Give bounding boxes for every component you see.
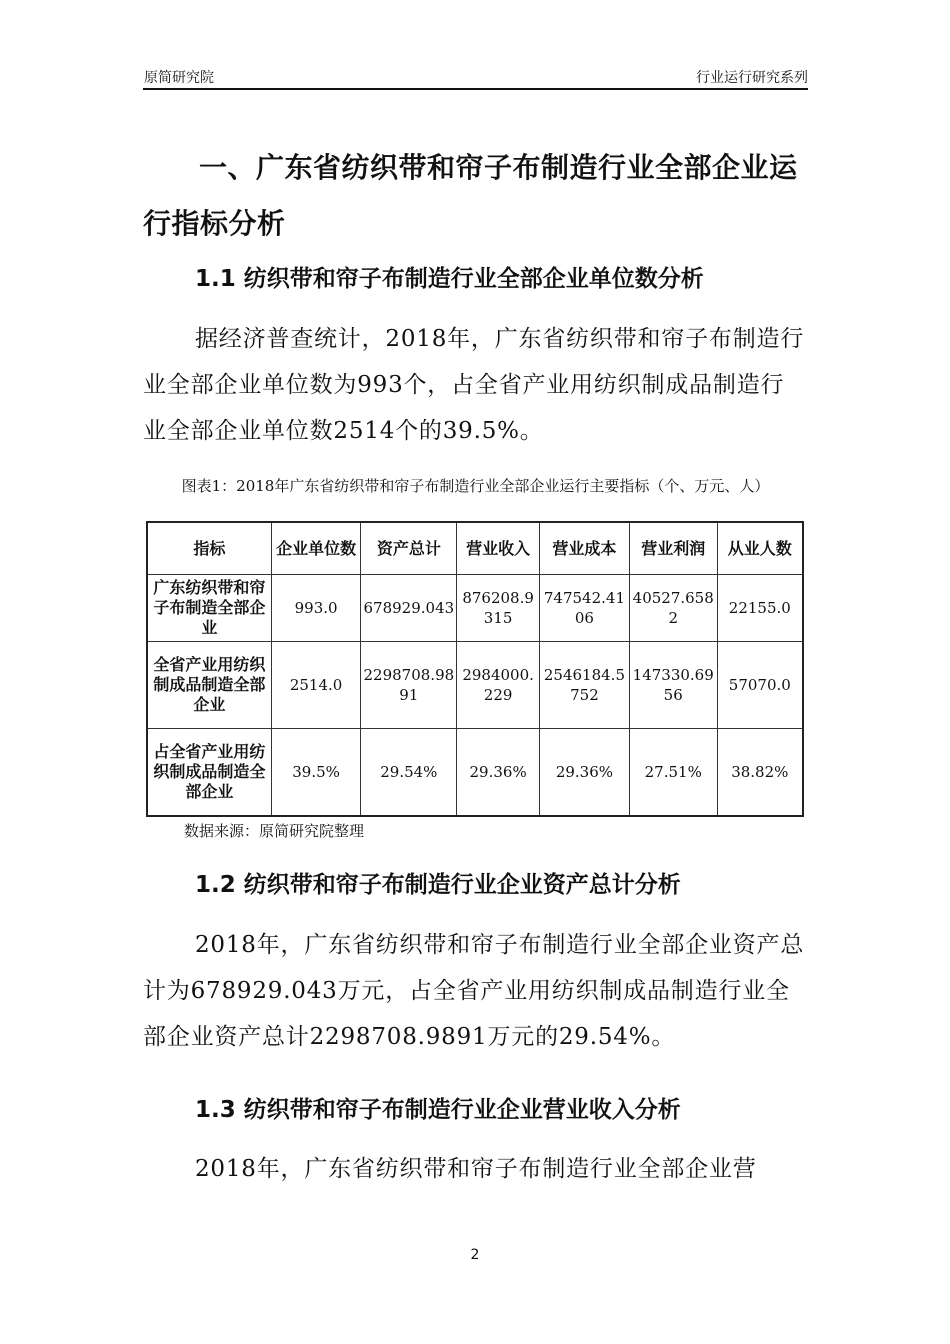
cell: 2298708.9891 [361, 642, 457, 729]
cell: 29.36% [540, 729, 630, 816]
table-header-row [147, 522, 803, 575]
cell: 876208.9315 [457, 575, 540, 642]
cell: 678929.043 [361, 575, 457, 642]
cell: 57070.0 [717, 642, 803, 729]
col-header-employees: 从业人数 [717, 522, 803, 575]
col-header-revenue: 营业收入 [457, 522, 540, 575]
table-source-note: 数据来源：原简研究院整理 [184, 822, 365, 840]
indicators-table [146, 521, 804, 817]
page-number: 2 [470, 1247, 480, 1263]
cell: 2546184.5752 [540, 642, 630, 729]
header-series-name: 行业运行研究系列 [696, 70, 808, 86]
col-header-total-assets: 资产总计 [361, 522, 457, 575]
cell: 993.0 [271, 575, 361, 642]
row-label: 全省产业用纺织制成品制造全部企业 [147, 642, 271, 729]
cell: 29.36% [457, 729, 540, 816]
cell: 29.54% [361, 729, 457, 816]
section-paragraph-1-2: 2018年，广东省纺织带和帘子布制造行业全部企业资产总计为678929.043万元，占全省产业用纺织制成品制造行业全部企业资产总计2298708.9891万元的29.54%。 [143, 932, 805, 1050]
section-paragraph-1-1: 据经济普查统计，2018年，广东省纺织带和帘子布制造行业全部企业单位数为993个，占全省产业用纺织制成品制造行业全部企业单位数2514个的39.5%。 [143, 326, 805, 444]
cell: 2984000.229 [457, 642, 540, 729]
col-header-cost: 营业成本 [540, 522, 630, 575]
table-caption: 图表1：2018年广东省纺织带和帘子布制造行业全部企业运行主要指标（个、万元、人） [181, 477, 770, 495]
section-heading-1-1: 1.1 纺织带和帘子布制造行业全部企业单位数分析 [195, 266, 704, 292]
header-divider [143, 88, 808, 90]
table-row [147, 642, 803, 729]
header-org-name: 原简研究院 [144, 70, 214, 86]
cell: 147330.6956 [629, 642, 717, 729]
section-paragraph-1-3: 2018年，广东省纺织带和帘子布制造行业全部企业营 [195, 1156, 757, 1182]
row-label: 占全省产业用纺织制成品制造全部企业 [147, 729, 271, 816]
cell: 27.51% [629, 729, 717, 816]
table-row [147, 729, 803, 816]
cell: 39.5% [271, 729, 361, 816]
section-heading-1-3: 1.3 纺织带和帘子布制造行业企业营业收入分析 [195, 1097, 681, 1123]
cell: 22155.0 [717, 575, 803, 642]
cell: 2514.0 [271, 642, 361, 729]
section-heading-1-2: 1.2 纺织带和帘子布制造行业企业资产总计分析 [195, 872, 681, 898]
cell: 40527.6582 [629, 575, 717, 642]
row-label: 广东纺织带和帘子布制造全部企业 [147, 575, 271, 642]
cell: 38.82% [717, 729, 803, 816]
col-header-unit-count: 企业单位数 [271, 522, 361, 575]
table-row [147, 575, 803, 642]
col-header-profit: 营业利润 [629, 522, 717, 575]
col-header-indicator: 指标 [147, 522, 271, 575]
chapter-heading: 一、广东省纺织带和帘子布制造行业全部企业运行指标分析 [143, 151, 798, 240]
cell: 747542.4106 [540, 575, 630, 642]
